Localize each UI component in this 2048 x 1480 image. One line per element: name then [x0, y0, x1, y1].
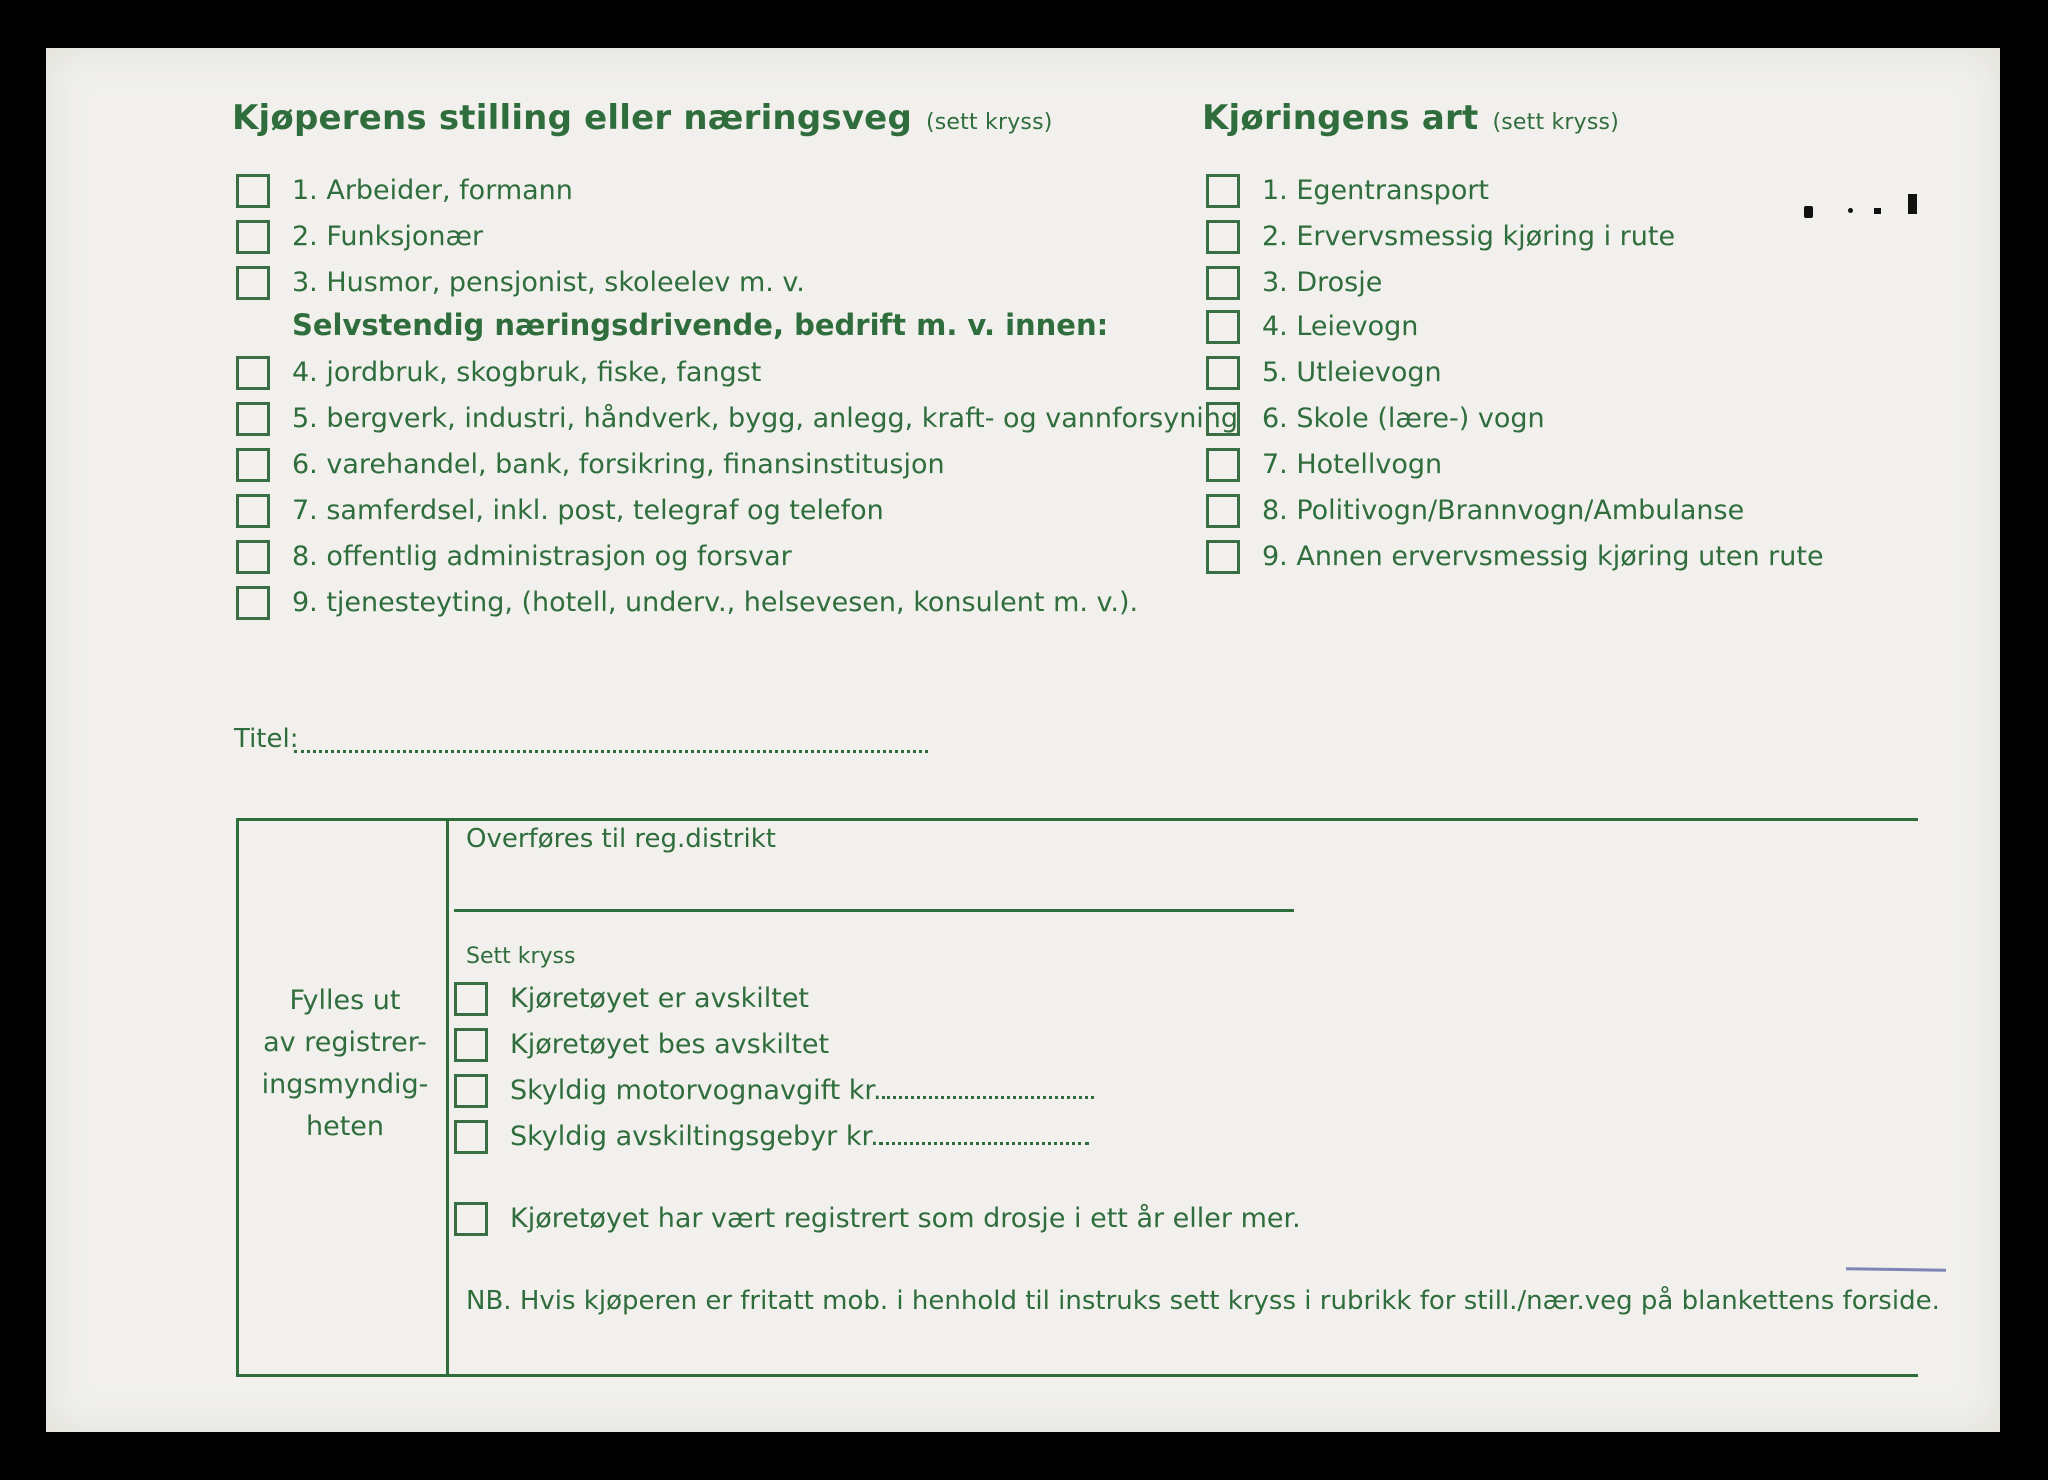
option-text: Skyldig motorvognavgift kr.	[510, 1075, 882, 1106]
checkbox[interactable]	[454, 982, 488, 1016]
checkbox[interactable]	[454, 1202, 488, 1236]
option-label	[510, 1074, 1094, 1108]
option-label: 9. tjenesteyting, (hotell, underv., helsevesen, konsulent m. v.).	[292, 587, 1139, 618]
transfer-district-input-line[interactable]	[454, 909, 1294, 912]
box-divider	[446, 818, 449, 1376]
option-label: 7. Hotellvogn	[1262, 449, 1443, 480]
checkbox[interactable]	[454, 1074, 488, 1108]
checkbox[interactable]	[1206, 540, 1240, 574]
scan-mark	[1848, 208, 1853, 213]
checkbox[interactable]	[454, 1120, 488, 1154]
self-employed-subheading: Selvstendig næringsdrivende, bedrift m. v. innen:	[292, 308, 1109, 342]
scan-mark	[1804, 206, 1813, 218]
checkbox[interactable]	[236, 540, 270, 574]
driving-type-heading	[1202, 98, 1619, 138]
option-label: Kjøretøyet har vært registrert som drosje i ett år eller mer.	[510, 1203, 1301, 1234]
option-label: 4. Leievogn	[1262, 311, 1419, 342]
option-label: 2. Ervervsmessig kjøring i rute	[1262, 221, 1676, 252]
checkbox[interactable]	[1206, 448, 1240, 482]
checkbox[interactable]	[236, 448, 270, 482]
checkbox[interactable]	[236, 266, 270, 300]
option-label: 8. offentlig administrasjon og forsvar	[292, 541, 792, 572]
scan-mark	[1908, 194, 1917, 214]
option-label: Kjøretøyet bes avskiltet	[510, 1029, 830, 1060]
box-top-border	[236, 818, 1918, 821]
checkbox[interactable]	[1206, 266, 1240, 300]
option-label: 2. Funksjonær	[292, 221, 484, 252]
sett-kryss-label: Sett kryss	[466, 944, 576, 969]
scan-mark	[1874, 208, 1881, 214]
buyer-occupation-heading	[232, 98, 1053, 138]
option-label: Kjøretøyet er avskiltet	[510, 983, 810, 1014]
option-label: 1. Arbeider, formann	[292, 175, 573, 206]
checkbox[interactable]	[1206, 220, 1240, 254]
option-label: 3. Husmor, pensjonist, skoleelev m. v.	[292, 267, 805, 298]
option-label: 3. Drosje	[1262, 267, 1383, 298]
checkbox[interactable]	[236, 356, 270, 390]
checkbox[interactable]	[1206, 494, 1240, 528]
box-left-border	[236, 818, 239, 1376]
side-label-line: heten	[305, 1111, 385, 1142]
title-input-line[interactable]	[294, 750, 928, 753]
side-label-line: av registrer-	[263, 1027, 427, 1058]
checkbox[interactable]	[236, 586, 270, 620]
transfer-district-label: Overføres til reg.distrikt	[466, 824, 776, 854]
checkbox[interactable]	[454, 1028, 488, 1062]
checkbox[interactable]	[1206, 174, 1240, 208]
registry-authority-label	[250, 980, 440, 1148]
nb-note: NB. Hvis kjøperen er fritatt mob. i henhold til instruks sett kryss i rubrikk for still./nær.veg på blankettens forside.	[466, 1286, 1940, 1316]
side-label-line: ingsmyndig-	[261, 1069, 429, 1100]
option-label: 9. Annen ervervsmessig kjøring uten rute	[1262, 541, 1824, 572]
option-label: 6. Skole (lære-) vogn	[1262, 403, 1545, 434]
option-label	[510, 1120, 1089, 1154]
option-label: 4. jordbruk, skogbruk, fiske, fangst	[292, 357, 762, 388]
amount-input-line[interactable]	[879, 1142, 1089, 1145]
buyer-occupation-title: Kjøperens stilling eller næringsveg	[232, 98, 912, 138]
driving-type-title: Kjøringens art	[1202, 98, 1479, 138]
checkbox[interactable]	[1206, 310, 1240, 344]
checkbox[interactable]	[236, 220, 270, 254]
option-text: Skyldig avskiltingsgebyr kr.	[510, 1121, 879, 1152]
driving-type-note: (sett kryss)	[1492, 110, 1619, 135]
title-label: Titel:	[234, 724, 299, 754]
checkbox[interactable]	[236, 494, 270, 528]
buyer-occupation-note: (sett kryss)	[925, 110, 1053, 135]
amount-input-line[interactable]	[882, 1096, 1094, 1099]
checkbox[interactable]	[1206, 356, 1240, 390]
option-label: 1. Egentransport	[1262, 175, 1490, 206]
option-label: 5. bergverk, industri, håndverk, bygg, anlegg, kraft- og vannforsyning	[292, 403, 1239, 434]
option-label: 8. Politivogn/Brannvogn/Ambulanse	[1262, 495, 1745, 526]
checkbox[interactable]	[236, 402, 270, 436]
option-label: 7. samferdsel, inkl. post, telegraf og telefon	[292, 495, 884, 526]
option-label: 5. Utleievogn	[1262, 357, 1442, 388]
box-bottom-border	[236, 1374, 1918, 1377]
checkbox[interactable]	[1206, 402, 1240, 436]
option-label: 6. varehandel, bank, forsikring, finansinstitusjon	[292, 449, 945, 480]
side-label-line: Fylles ut	[289, 985, 401, 1016]
checkbox[interactable]	[236, 174, 270, 208]
